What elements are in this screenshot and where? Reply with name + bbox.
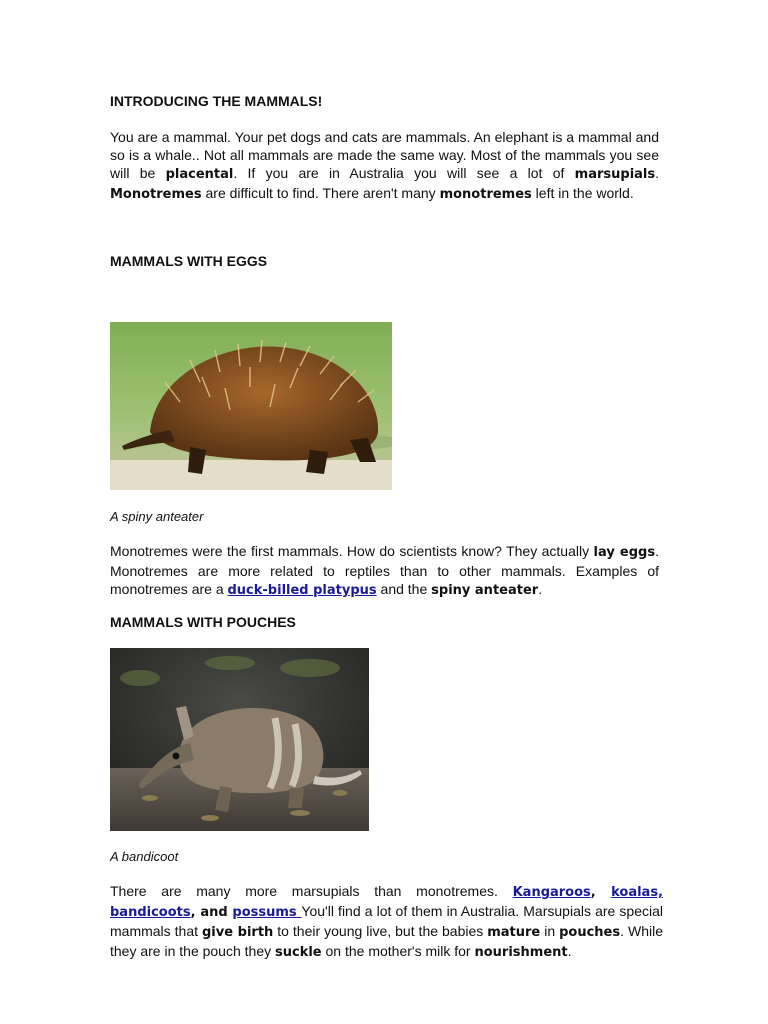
pouches-text-1: There are many more marsupials than monotremes. xyxy=(110,883,513,899)
eggs-heading: MAMMALS WITH EGGS xyxy=(110,253,268,269)
pouches-caption-wrap xyxy=(110,849,659,865)
link-possums[interactable]: possums xyxy=(232,905,302,920)
pouches-sep-1: , xyxy=(590,885,612,900)
link-kangaroos[interactable]: Kangaroos xyxy=(512,885,591,900)
term-placental: placental xyxy=(165,167,234,182)
pouches-paragraph-wrap xyxy=(110,882,663,962)
eggs-caption-wrap xyxy=(110,509,659,525)
pouches-text-3: to their young live, but the babies xyxy=(273,923,488,939)
term-give-birth: give birth xyxy=(201,925,274,940)
echidna-caption: A spiny anteater xyxy=(110,509,204,524)
intro-text-2: . If you are in Australia you will see a lot of xyxy=(233,165,575,181)
bandicoot-photo-icon xyxy=(110,648,369,831)
intro-paragraph-wrap xyxy=(110,128,659,204)
pouches-section xyxy=(110,613,659,631)
term-spiny-anteater: spiny anteater xyxy=(431,583,539,598)
eggs-paragraph-wrap xyxy=(110,542,659,600)
link-duck-billed-platypus[interactable]: duck-billed platypus xyxy=(227,583,377,598)
intro-text-1: You are a mammal. Your pet dogs and cats are mammals. An elephant is a mammal and so is a whale.. Not all mammals are made the same way. Most of the mammals you see will be xyxy=(110,129,659,181)
intro-heading: INTRODUCING THE MAMMALS! xyxy=(110,93,323,109)
pouches-text-2: You'll find a lot of them in Australia. Marsupials are special mammals that xyxy=(110,903,664,939)
eggs-paragraph xyxy=(110,542,659,600)
term-lay-eggs: lay eggs xyxy=(593,545,656,560)
bandicoot-caption: A bandicoot xyxy=(110,849,179,864)
term-pouches: pouches xyxy=(559,925,621,940)
pouches-paragraph xyxy=(110,882,663,962)
eggs-text-1: Monotremes were the first mammals. How do scientists know? They actually xyxy=(110,543,594,559)
term-nourishment: nourishment xyxy=(474,945,568,960)
eggs-text-2: . Monotremes are more related to reptiles than to other mammals. Examples of monotremes are a xyxy=(110,543,659,597)
intro-text-4: are difficult to find. There aren't many xyxy=(201,185,440,201)
term-marsupials: marsupials xyxy=(574,167,656,182)
pouches-text-7: . xyxy=(567,943,572,959)
intro-paragraph xyxy=(110,128,659,204)
intro-section xyxy=(110,92,659,110)
pouches-text-5: . While they are in the pouch they xyxy=(110,923,663,959)
echidna-photo xyxy=(110,322,392,490)
intro-text-3: . xyxy=(655,165,660,181)
link-koalas-bandicoots[interactable]: koalas, bandicoots xyxy=(110,885,663,920)
pouches-text-4: in xyxy=(540,923,560,939)
eggs-section xyxy=(110,252,659,270)
term-suckle: suckle xyxy=(275,945,322,960)
bandicoot-photo xyxy=(110,648,369,831)
intro-text-5: left in the world. xyxy=(531,185,634,201)
echidna-photo-icon xyxy=(110,322,392,490)
pouches-heading: MAMMALS WITH POUCHES xyxy=(110,614,296,630)
eggs-text-3: and the xyxy=(376,581,432,597)
term-monotremes-2: monotremes xyxy=(439,187,532,202)
pouches-sep-2: , and xyxy=(190,905,233,920)
term-monotremes: Monotremes xyxy=(110,187,202,202)
term-mature: mature xyxy=(487,925,541,940)
eggs-text-4: . xyxy=(538,581,543,597)
pouches-text-6: on the mother's milk for xyxy=(321,943,475,959)
